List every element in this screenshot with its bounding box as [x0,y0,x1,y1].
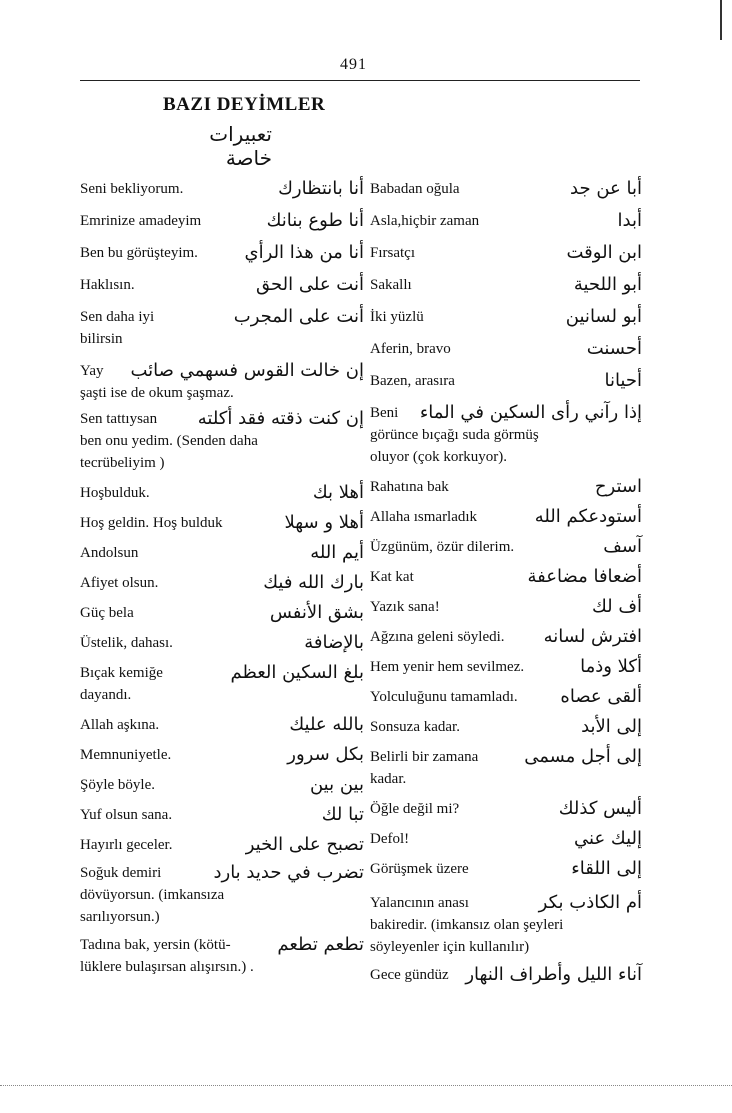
idiom-entry [80,714,364,736]
idiom-row [370,370,642,392]
idiom-entry [370,178,642,200]
idiom-turkish: Defol! [370,831,410,847]
idiom-row [370,566,642,588]
idiom-arabic: بالإضافة [304,632,364,653]
idiom-row [80,542,364,564]
idiom-turkish: Yolculuğunu tamamladı. [370,689,518,705]
idiom-continuation: dövüyorsun. (imkansıza sarılıyorsun.) [80,887,225,925]
idiom-row [370,892,642,914]
idiom-arabic: إليك عني [574,828,642,849]
idiom-turkish: Yay [80,363,104,379]
idiom-arabic: أحسنت [586,338,642,359]
idiom-arabic: إلى الأبد [581,716,642,737]
idiom-row [80,834,364,856]
idiom-arabic: تطعم تطعم [277,934,364,955]
idiom-row [80,774,364,796]
idiom-entry [80,632,364,654]
idiom-entry [80,862,364,928]
idiom-entry [80,542,364,564]
idiom-arabic: إلى اللقاء [571,858,642,879]
idiom-row [370,536,642,558]
idiom-entry [370,536,642,558]
idiom-entry [80,178,364,200]
header-rule [80,80,640,81]
idiom-turkish: Hayırlı geceler. [80,837,173,853]
idiom-entry [80,744,364,766]
idiom-entry [80,360,364,404]
idiom-arabic: أنا طوع بنانك [266,210,364,231]
idiom-entry [80,804,364,826]
idiom-entry [370,716,642,738]
idiom-row [370,476,642,498]
idiom-arabic: أبدا [617,210,642,231]
idiom-turkish: Emrinize amadeyim [80,213,202,229]
idiom-entry [370,338,642,360]
idiom-row [80,178,364,200]
idiom-row [80,714,364,736]
idiom-entry [80,274,364,296]
idiom-entry [80,572,364,594]
idiom-arabic: أهلا و سهلا [284,512,364,533]
idiom-entry [370,828,642,850]
idiom-entry [370,964,642,986]
idiom-turkish: Allah aşkına. [80,717,160,733]
idiom-row [80,360,364,382]
idiom-turkish: Sakallı [370,277,412,293]
idiom-arabic: بشق الأنفس [269,602,364,623]
idiom-entry [370,370,642,392]
idiom-row [370,242,642,264]
idiom-entry [80,834,364,856]
idiom-row [370,210,642,232]
idiom-turkish: Yalancının anası [370,895,469,911]
idiom-arabic: تبا لك [321,804,364,825]
idiom-turkish: Şöyle böyle. [80,777,155,793]
idiom-turkish: Yazık sana! [370,599,440,615]
idiom-arabic: بالله عليك [289,714,364,735]
idiom-row [80,662,364,706]
page-edge-mark [720,0,722,40]
idiom-row [370,828,642,850]
idiom-turkish: Tadına bak, yersin (kötü- [80,937,231,953]
idiom-row [80,934,364,956]
page-number: 491 [340,56,367,73]
idiom-arabic: أبو لسانين [565,306,642,327]
idiom-turkish: Sen tattıysan [80,411,158,427]
idiom-arabic: أف لك [591,596,642,617]
idiom-entry [370,242,642,264]
idiom-entry [370,210,642,232]
page-title: BAZI DEYİMLER [163,94,326,115]
page-title-arabic: تعبيرات خاصة [209,122,272,170]
idiom-arabic: بلغ السكين العظم [230,662,364,683]
idiom-entry [80,934,364,978]
idiom-row [80,482,364,504]
idiom-arabic: أستودعكم الله [534,506,642,527]
idiom-arabic: بارك الله فيك [263,572,364,593]
idiom-row [80,804,364,826]
idiom-arabic: أنا من هذا الرأي [244,242,364,263]
idiom-turkish: Fırsatçı [370,245,415,261]
idiom-turkish: Belirli bir zamana kadar. [370,749,479,787]
idiom-arabic: أضعافا مضاعفة [527,566,642,587]
idiom-arabic: تضرب في حديد بارد [213,862,364,883]
idiom-turkish: Görüşmek üzere [370,861,469,877]
idiom-turkish: Güç bela [80,605,134,621]
right-column [370,178,642,986]
left-column [80,178,364,978]
idiom-continuation: ben onu yedim. (Senden daha tecrübeliyim ) [80,433,258,471]
idiom-arabic: أبو اللحية [573,274,642,295]
idiom-arabic: إن خالت القوس فسهمي صائب [130,360,364,381]
idiom-arabic: أنت على المجرب [233,306,364,327]
idiom-entry [370,566,642,588]
idiom-turkish: Hem yenir hem sevilmez. [370,659,525,675]
idiom-entry [80,774,364,796]
idiom-turkish: Bıçak kemiğe dayandı. [80,665,163,703]
idiom-row [80,632,364,654]
idiom-row [370,178,642,200]
idiom-row [80,408,364,430]
idiom-turkish: Memnuniyetle. [80,747,172,763]
idiom-turkish: Afiyet olsun. [80,575,159,591]
idiom-continuation: bakiredir. (imkansız olan şeyleri söyleyenler için kullanılır) [370,917,564,955]
idiom-turkish: Kat kat [370,569,414,585]
idiom-turkish: Yuf olsun sana. [80,807,173,823]
idiom-entry [370,798,642,820]
idiom-arabic: استرح [594,476,642,497]
idiom-entry [80,408,364,474]
idiom-arabic: إذا رآني رأى السكين في الماء [419,402,642,423]
idiom-entry [370,596,642,618]
idiom-entry [370,746,642,790]
idiom-arabic: أيم الله [310,542,364,563]
idiom-entry [370,656,642,678]
idiom-arabic: إن كنت ذقته فقد أكلته [197,408,364,429]
idiom-arabic: أحيانا [604,370,642,391]
idiom-turkish: Seni bekliyorum. [80,181,184,197]
idiom-arabic: ألقى عصاه [560,686,642,707]
idiom-turkish: Soğuk demiri [80,865,162,881]
idiom-entry [370,274,642,296]
idiom-entry [80,482,364,504]
idiom-entry [370,402,642,468]
idiom-turkish: Beni [370,405,399,421]
idiom-row [80,512,364,534]
idiom-arabic: أكلا وذما [580,656,642,677]
idiom-arabic: أنا بانتظارك [278,178,364,199]
idiom-continuation: şaşti ise de okum şaşmaz. [80,385,234,401]
idiom-arabic: أليس كذلك [558,798,642,819]
idiom-entry [80,242,364,264]
idiom-turkish: Sen daha iyi bilirsin [80,309,155,347]
idiom-turkish: Öğle değil mi? [370,801,460,817]
idiom-row [370,716,642,738]
idiom-row [370,746,642,790]
idiom-turkish: Ben bu görüşteyim. [80,245,198,261]
idiom-turkish: Haklısın. [80,277,135,293]
idiom-row [80,306,364,350]
idiom-turkish: Üstelik, dahası. [80,635,173,651]
idiom-arabic: آسف [603,536,642,557]
idiom-turkish: Hoş geldin. Hoş bulduk [80,515,223,531]
idiom-entry [80,512,364,534]
idiom-arabic: إلى أجل مسمى [524,746,642,767]
idiom-turkish: Bazen, arasıra [370,373,455,389]
idiom-entry [370,506,642,528]
idiom-arabic: أم الكاذب بكر [538,892,642,913]
idiom-turkish: Üzgünüm, özür dilerim. [370,539,515,555]
idiom-turkish: Asla,hiçbir zaman [370,213,480,229]
idiom-row [370,656,642,678]
idiom-arabic: أنت على الحق [256,274,364,295]
idiom-row [370,626,642,648]
idiom-continuation: görünce bıçağı suda görmüş oluyor (çok korkuyor). [370,427,539,465]
idiom-row [370,686,642,708]
idiom-entry [370,626,642,648]
idiom-row [370,402,642,424]
idiom-entry [80,210,364,232]
idiom-row [80,242,364,264]
idiom-turkish: Ağzına geleni söyledi. [370,629,505,645]
idiom-row [370,798,642,820]
idiom-row [370,306,642,328]
idiom-arabic: آناء الليل وأطراف النهار [465,964,642,985]
idiom-row [80,744,364,766]
idiom-turkish: Aferin, bravo [370,341,451,357]
idiom-turkish: Andolsun [80,545,139,561]
idiom-turkish: Rahatına bak [370,479,449,495]
idiom-row [370,274,642,296]
idiom-entry [370,892,642,958]
idiom-turkish: Gece gündüz [370,967,449,983]
idiom-continuation: lüklere bulaşırsan alışırsın.) . [80,959,254,975]
idiom-arabic: بين بين [309,774,364,795]
idiom-turkish: Hoşbulduk. [80,485,150,501]
idiom-row [370,858,642,880]
idiom-entry [370,306,642,328]
idiom-arabic: افترش لسانه [543,626,642,647]
idiom-turkish: Sonsuza kadar. [370,719,460,735]
idiom-row [370,964,642,986]
idiom-row [80,602,364,624]
idiom-row [80,572,364,594]
bottom-rule [0,1085,732,1086]
idiom-entry [370,686,642,708]
idiom-row [80,274,364,296]
idiom-arabic: أبا عن جد [570,178,642,199]
idiom-entry [370,858,642,880]
idiom-entry [80,306,364,350]
idiom-row [80,210,364,232]
idiom-arabic: تصبح على الخير [245,834,364,855]
idiom-row [370,506,642,528]
idiom-row [370,596,642,618]
idiom-entry [80,602,364,624]
idiom-arabic: أهلا بك [312,482,364,503]
idiom-row [370,338,642,360]
idiom-turkish: İki yüzlü [370,309,424,325]
idiom-turkish: Babadan oğula [370,181,460,197]
idiom-row [80,862,364,884]
idiom-entry [80,662,364,706]
idiom-turkish: Allaha ısmarladık [370,509,478,525]
idiom-arabic: بكل سرور [287,744,364,765]
idiom-entry [370,476,642,498]
idiom-arabic: ابن الوقت [566,242,642,263]
